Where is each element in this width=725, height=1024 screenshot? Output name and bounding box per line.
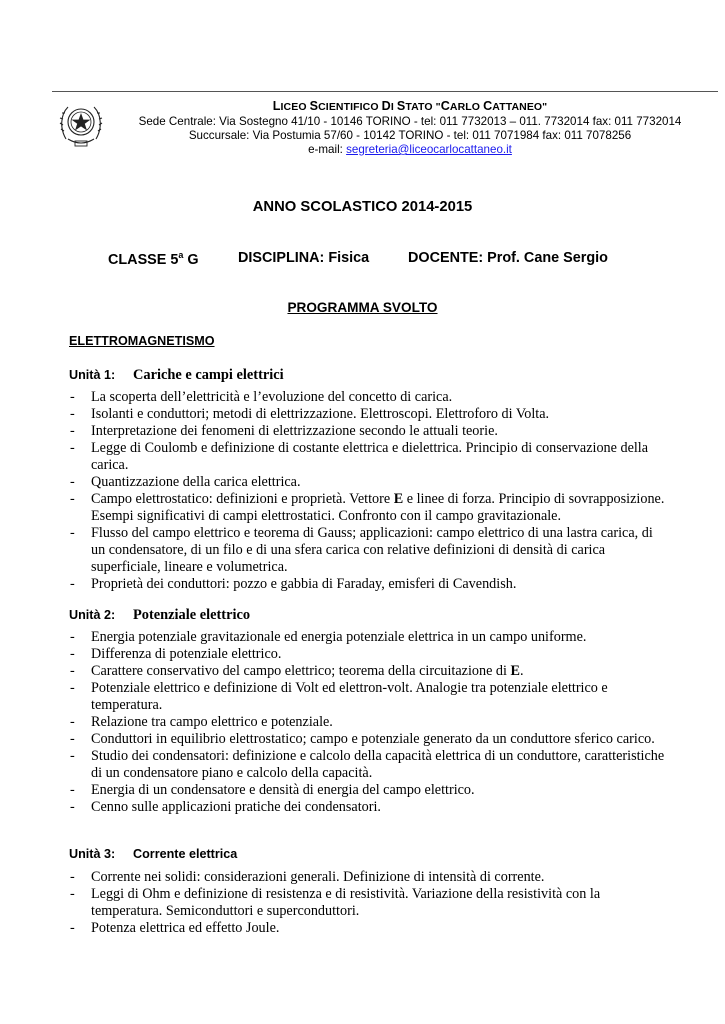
republic-emblem-icon	[58, 99, 104, 149]
list-item: - Conduttori in equilibrio elettrostatico; campo e potenziale generato da un conduttore sferico carico.	[69, 731, 669, 748]
list-item: - Isolanti e conduttori; metodi di elettrizzazione. Elettroscopi. Elettroforo di Volta.	[69, 406, 669, 423]
classe-suffix: G	[183, 252, 199, 268]
classe-sup: a	[178, 250, 184, 260]
unit-1-list	[69, 389, 669, 593]
list-item: - La scoperta dell’elettricità e l’evoluzione del concetto di carica.	[69, 389, 669, 406]
school-name	[100, 99, 720, 115]
section-heading: ELETTROMAGNETISMO	[69, 334, 215, 348]
programma-svolto: PROGRAMMA SVOLTO	[287, 300, 438, 315]
list-item: - Potenziale elettrico e definizione di Volt ed elettron-volt. Analogie tra potenziale elettrico e temperatura.	[69, 680, 669, 714]
unit-label: Unità 2:	[69, 608, 116, 622]
list-item: - Energia potenziale gravitazionale ed energia potenziale elettrica in un campo uniforme.	[69, 629, 669, 646]
vector-symbol: E	[393, 491, 404, 507]
list-item: - Legge di Coulomb e definizione di costante elettrica e dielettrica. Principio di conservazione della carica.	[69, 440, 669, 474]
school-name-part: ARLO	[449, 101, 484, 113]
list-item: - Studio dei condensatori: definizione e calcolo della capacità elettrica di un conduttore, caratteristiche di un condensatore piano e calcolo della capacità.	[69, 748, 669, 782]
unit-title: Cariche e campi elettrici	[133, 367, 284, 383]
unit-label: Unità 3:	[69, 847, 116, 861]
school-name-part: I	[390, 101, 397, 113]
list-item: - Proprietà dei conduttori: pozzo e gabbia di Faraday, emisferi di Cavendish.	[69, 576, 669, 593]
list-item: - Corrente nei solidi: considerazioni generali. Definizione di intensità di corrente.	[69, 869, 669, 886]
list-item: - Leggi di Ohm e definizione di resistenza e di resistività. Variazione della resistività con la temperatura. Semiconduttori e superconduttori.	[69, 886, 669, 920]
succursale: Succursale: Via Postumia 57/60 - 10142 TORINO - tel: 011 7071984 fax: 011 7078256	[188, 129, 632, 142]
school-name-part: C	[483, 99, 493, 113]
school-name-part: C	[440, 99, 450, 113]
list-item: - Flusso del campo elettrico e teorema di Gauss; applicazioni: campo elettrico di una lastra carica, di un condensatore, di un filo e di una sfera carica con relative definizioni di densità di carica superficiale, lineare e volumetrica.	[69, 525, 669, 576]
list-item: - Cenno sulle applicazioni pratiche dei condensatori.	[69, 799, 669, 816]
header-rule	[52, 91, 718, 92]
email-line	[100, 142, 720, 157]
email-label: e-mail:	[308, 143, 347, 156]
email-link[interactable]: segreteria@liceocarlocattaneo.it	[346, 143, 512, 156]
school-name-part: ICEO	[280, 101, 310, 113]
list-item: - Carattere conservativo del campo elettrico; teorema della circuitazione di E.	[69, 663, 669, 680]
school-name-part: ATTANEO"	[492, 101, 548, 113]
unit-3-list	[69, 869, 669, 937]
list-item: - Quantizzazione della carica elettrica.	[69, 474, 669, 491]
classe	[108, 250, 199, 268]
unit-heading	[69, 607, 250, 624]
unit-heading	[69, 847, 237, 863]
school-name-part: TATO "	[405, 101, 441, 113]
list-item: - Differenza di potenziale elettrico.	[69, 646, 669, 663]
list-item: - Interpretazione dei fenomeni di elettrizzazione secondo le attuali teorie.	[69, 423, 669, 440]
list-item: - Campo elettrostatico: definizioni e proprietà. Vettore E e linee di forza. Principio di sovrapposizione. Esempi significativi di campi elettrostatici. Confronto con il campo gravitazionale.	[69, 491, 669, 525]
sede-centrale: Sede Centrale: Via Sostegno 41/10 - 10146 TORINO - tel: 011 7732013 – 011. 7732014 fax: 011 7732014	[138, 115, 682, 128]
unit-label: Unità 1:	[69, 368, 116, 382]
unit-heading	[69, 367, 284, 384]
vector-symbol: E	[510, 663, 520, 679]
unit-title: Potenziale elettrico	[133, 607, 251, 623]
school-name-part: S	[396, 99, 406, 113]
school-name-part: L	[272, 99, 281, 113]
classe-label: CLASSE 5	[108, 252, 179, 268]
list-item: - Relazione tra campo elettrico e potenziale.	[69, 714, 669, 731]
list-item: - Potenza elettrica ed effetto Joule.	[69, 920, 669, 937]
school-name-part: S	[309, 99, 319, 113]
docente: DOCENTE: Prof. Cane Sergio	[408, 250, 608, 266]
school-name-part: CIENTIFICO	[318, 101, 382, 113]
unit-title: Corrente elettrica	[133, 847, 238, 861]
school-name-part: D	[381, 99, 391, 113]
disciplina: DISCIPLINA: Fisica	[238, 250, 370, 266]
list-item: - Energia di un condensatore e densità di energia del campo elettrico.	[69, 782, 669, 799]
anno-scolastico: ANNO SCOLASTICO 2014-2015	[252, 199, 473, 215]
unit-2-list	[69, 629, 669, 816]
